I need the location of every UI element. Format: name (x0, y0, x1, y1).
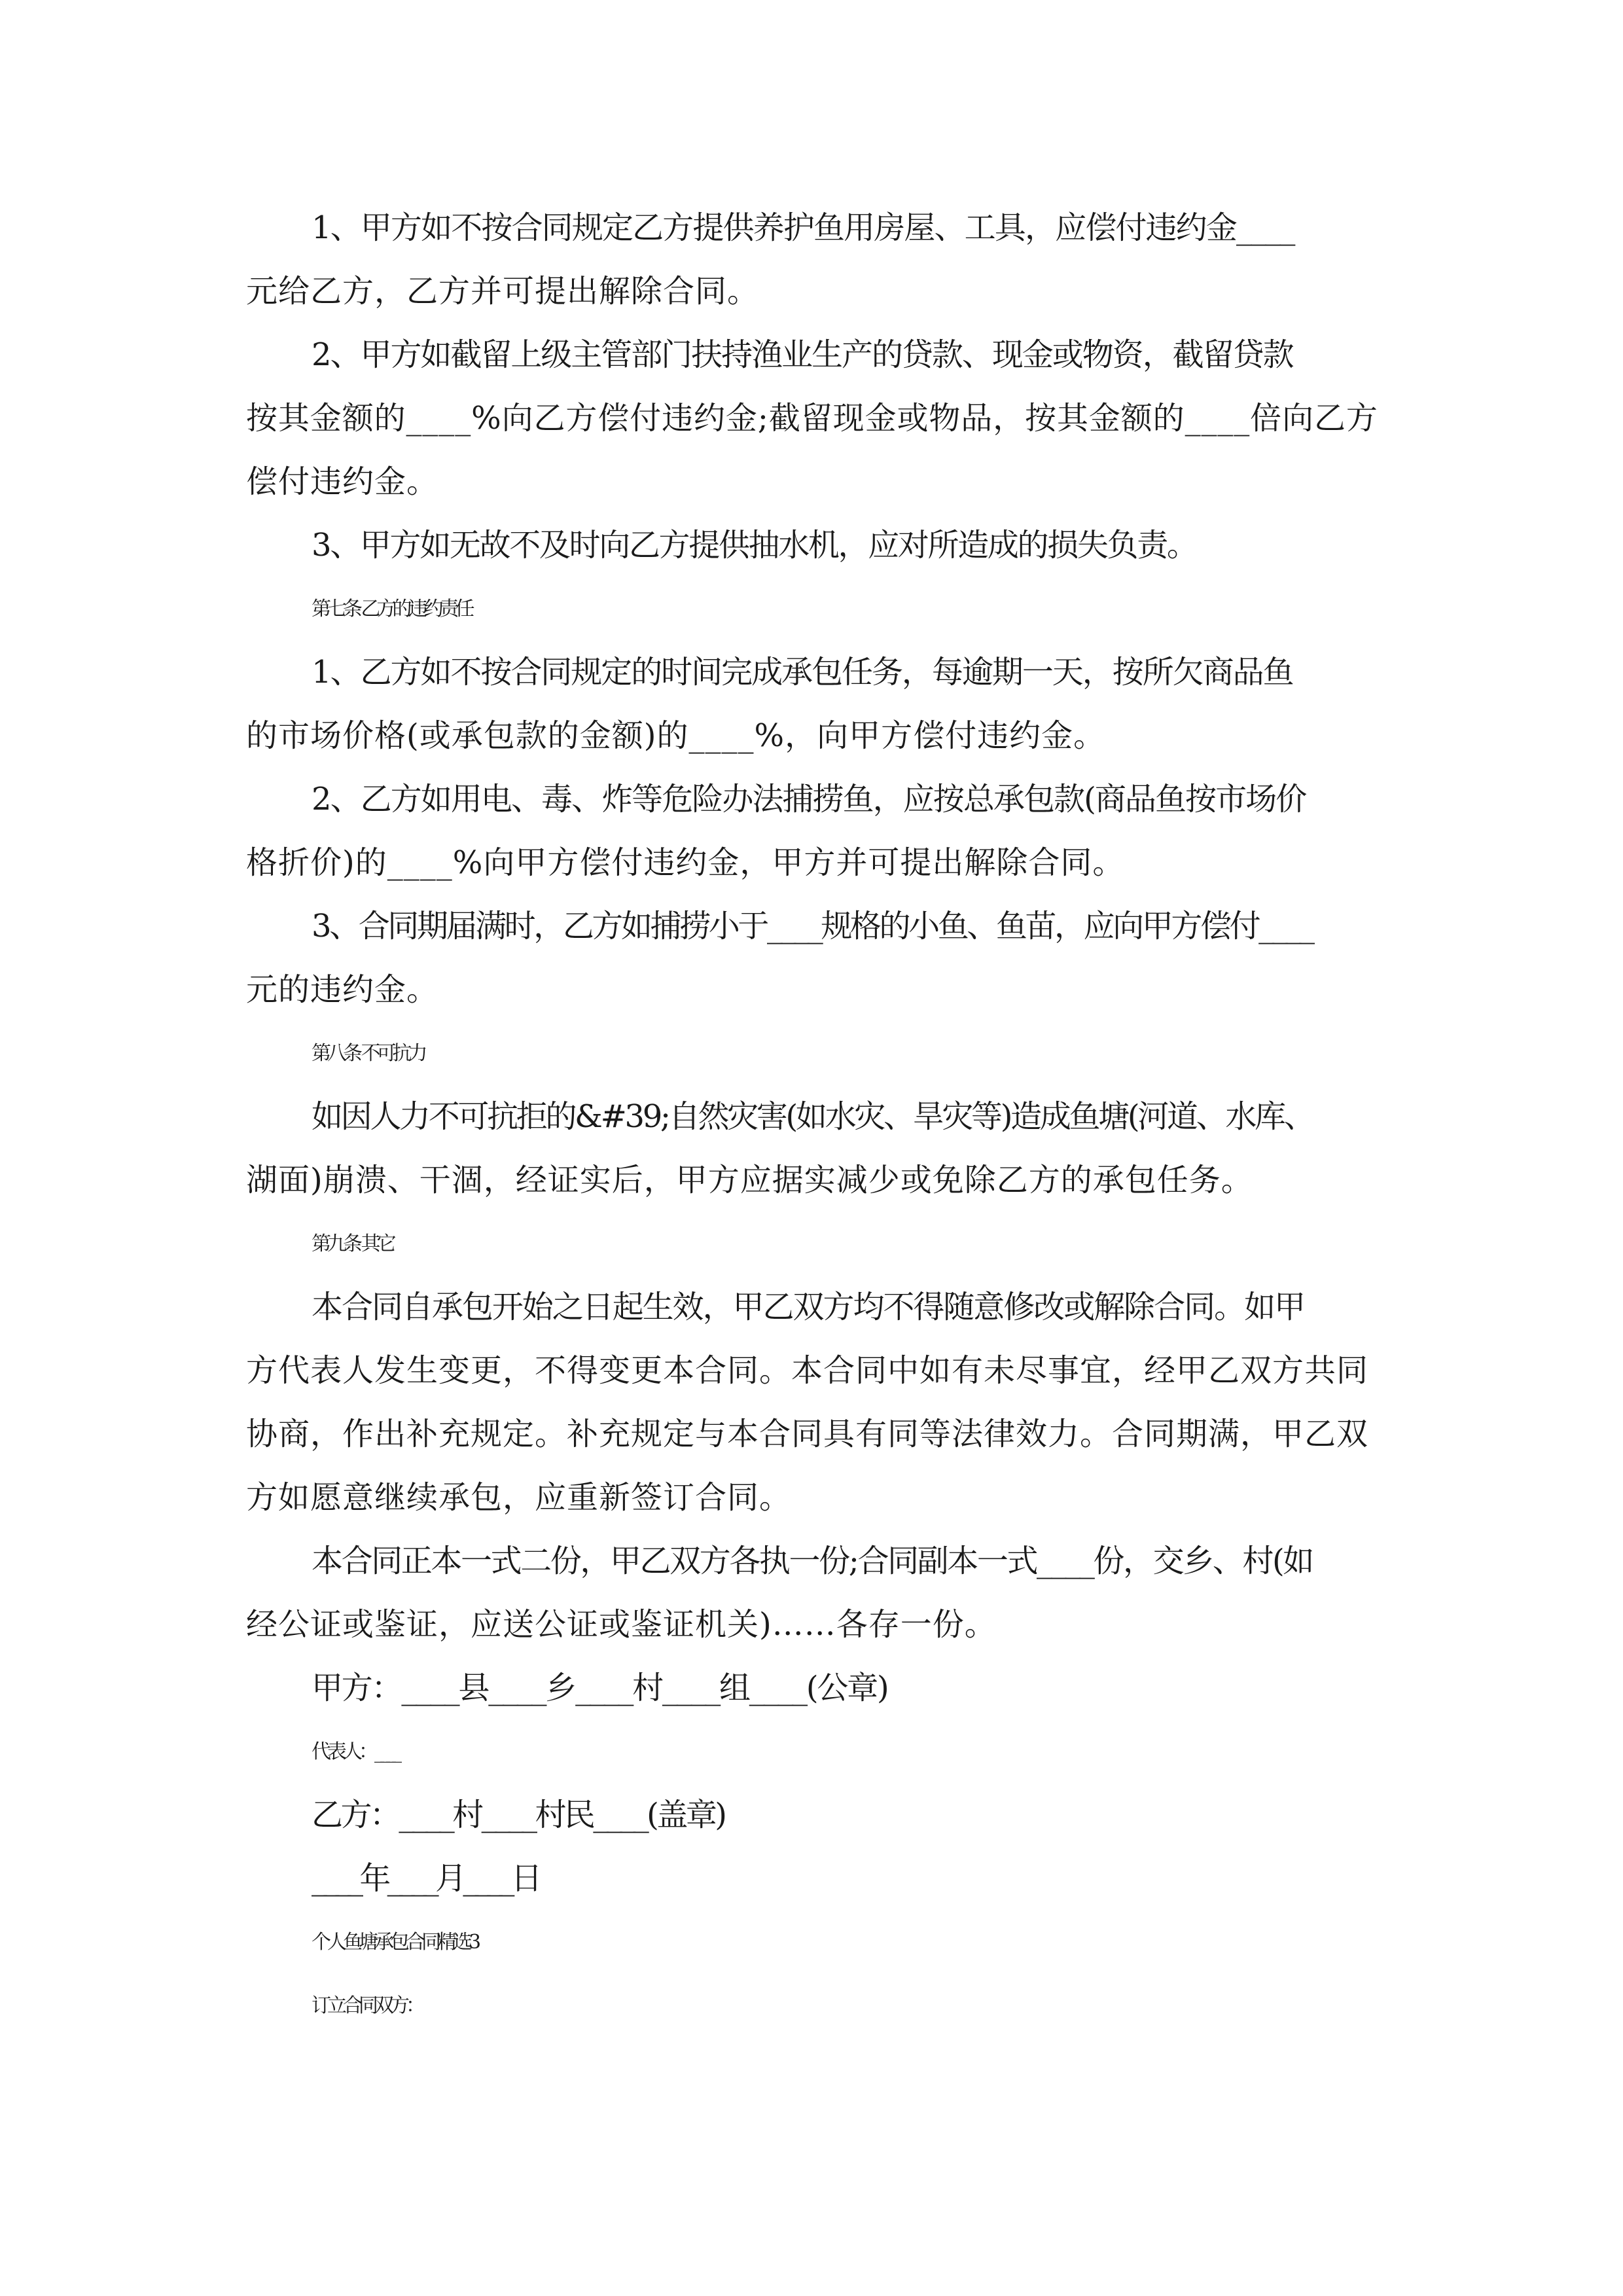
text-line: 第八条 不可抗力 (312, 1042, 424, 1065)
text-line: 第九条 其它 (312, 1232, 393, 1255)
text-line: 按其金额的____%向乙方偿付违约金;截留现金或物品，按其金额的____倍向乙方 (246, 400, 1378, 437)
text-line: 经公证或鉴证，应送公证或鉴证机关)……各存一份。 (246, 1606, 997, 1643)
text-line: 甲方：____县____乡____村____组____(公章) (312, 1670, 888, 1706)
text-line: 代表人：____ (312, 1740, 398, 1763)
text-line: 3、甲方如无故不及时向乙方提供抽水机，应对所造成的损失负责。 (312, 527, 1197, 564)
text-line: 1、乙方如不按合同规定的时间完成承包任务，每逾期一天，按所欠商品鱼 (312, 654, 1293, 691)
text-line: 1、甲方如不按合同规定乙方提供养护鱼用房屋、工具，应偿付违约金____ (312, 209, 1294, 246)
text-line: 乙方：____村____村民____(盖章) (312, 1797, 725, 1833)
text-line: 订立合同双方： (312, 1994, 421, 2017)
text-line: 本合同自承包开始之日起生效，甲乙双方均不得随意修改或解除合同。如甲 (312, 1289, 1305, 1325)
text-line: 第七条 乙方的违约责任 (312, 598, 471, 620)
text-line: 的市场价格(或承包款的金额)的____%，向甲方偿付违约金。 (246, 717, 1106, 754)
text-line: 本合同正本一式二份，甲乙双方各执一份;合同副本一式____份，交乡、村(如 (312, 1543, 1313, 1579)
text-line: 2、甲方如截留上级主管部门扶持渔业生产的贷款、现金或物资，截留贷款 (312, 336, 1293, 373)
text-line: 方如愿意继续承包，应重新签订合同。 (246, 1479, 792, 1516)
text-line: 格折价)的____%向甲方偿付违约金，甲方并可提出解除合同。 (246, 844, 1125, 881)
text-line: 湖面)崩溃、干涸，经证实后，甲方应据实减少或免除乙方的承包任务。 (246, 1162, 1253, 1198)
text-line: 元给乙方，乙方并可提出解除合同。 (246, 273, 760, 310)
text-line: 如因人力不可抗拒的&#39;自然灾害(如水灾、旱灾等)造成鱼塘(河道、水库、 (312, 1098, 1313, 1135)
text-line: 元的违约金。 (246, 971, 439, 1008)
text-line: 3、合同期届满时，乙方如捕捞小于____规格的小鱼、鱼苗，应向甲方偿付____ (312, 908, 1313, 944)
document-body (246, 196, 1378, 2037)
text-line: ____年____月____日 (312, 1860, 539, 1897)
text-line: 个人鱼塘承包合同精选3 (312, 1931, 478, 1954)
text-line: 方代表人发生变更，不得变更本合同。本合同中如有未尽事宜，经甲乙双方共同 (246, 1352, 1369, 1389)
text-line: 协商，作出补充规定。补充规定与本合同具有同等法律效力。合同期满，甲乙双 (246, 1416, 1369, 1452)
text-line: 2、乙方如用电、毒、炸等危险办法捕捞鱼，应按总承包款(商品鱼按市场价 (312, 781, 1306, 817)
text-line: 偿付违约金。 (246, 463, 439, 500)
